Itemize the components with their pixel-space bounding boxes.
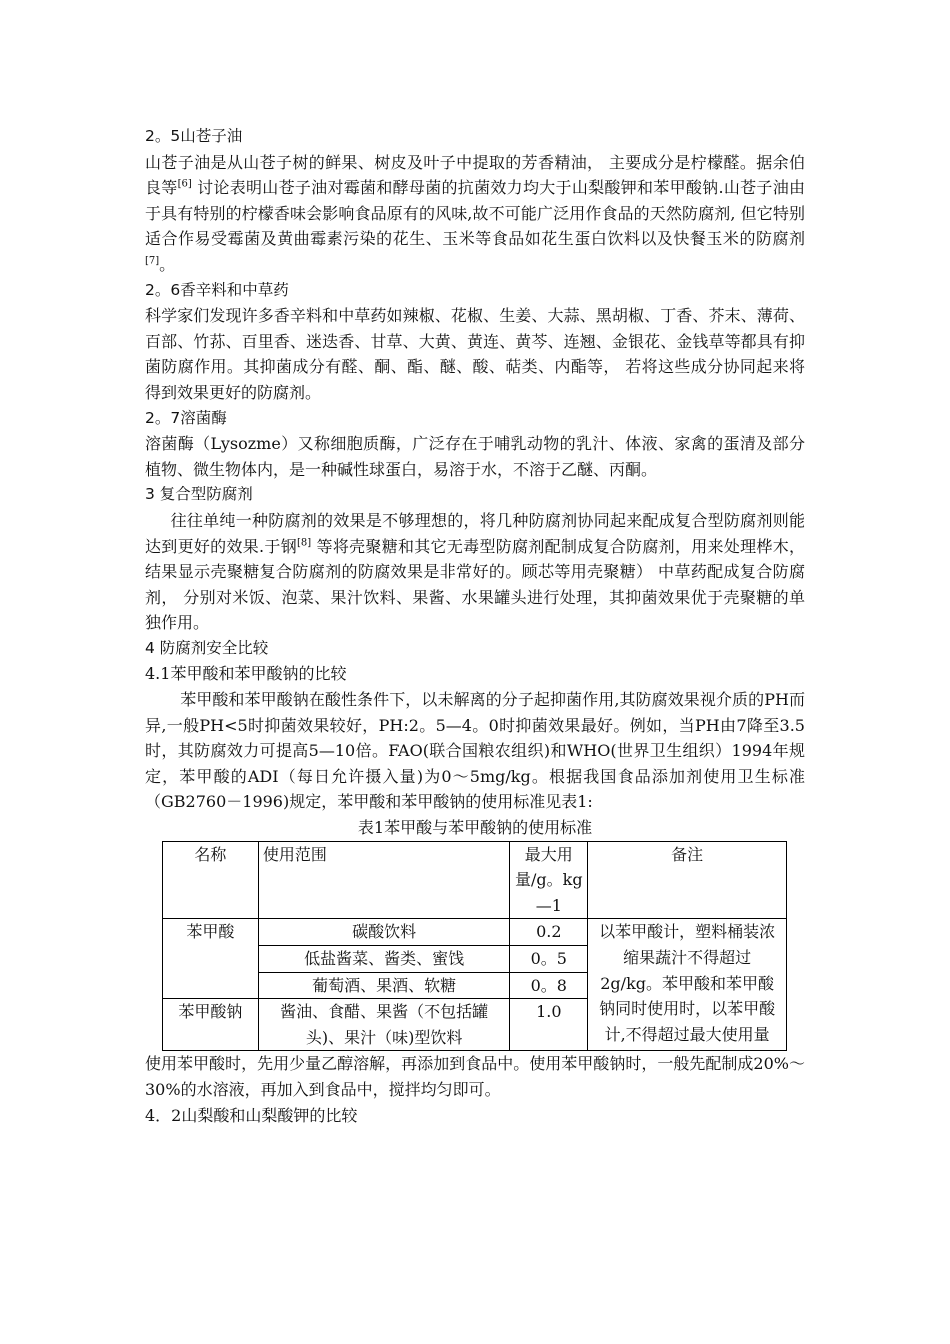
text-segment: 。: [159, 254, 176, 274]
table-row: [163, 919, 787, 946]
cell-max: 1.0: [510, 999, 588, 1051]
text-segment: 山苍子油是从山苍子树的鲜果、树皮及叶子中提取的芳香精油， 主要成分是柠檬醛。据余伯良等: [145, 152, 805, 198]
section-4-heading: 4 防腐剂安全比较: [145, 638, 269, 657]
table-caption: 表1苯甲酸与苯甲酸钠的使用标准: [357, 818, 593, 838]
cell-max: 0。8: [510, 972, 588, 999]
cell-max: 0。5: [510, 946, 588, 973]
section-3-paragraph: [145, 508, 805, 636]
cell-scope: 低盐酱菜、酱类、蜜饯: [258, 946, 510, 973]
section-2-5-heading: 2。5山苍子油: [145, 127, 243, 145]
section-4-2-heading: 4．2山梨酸和山梨酸钾的比较: [145, 1105, 358, 1125]
section-2-7-heading: 2。7溶菌酶: [145, 408, 227, 427]
text-segment: 往往单纯一种防腐剂的效果是不够理想的，将几种防腐剂协同起来配成复合型防腐剂则能达到更好的效果.于钢: [145, 510, 805, 556]
section-2-6-paragraph: 科学家们发现许多香辛料和中草药如辣椒、花椒、生姜、大蒜、黑胡椒、丁香、芥末、薄荷、百部、竹荪、百里香、迷迭香、甘草、大黄、黄连、黄芩、连翘、金银花、金钱草等都具有抑菌防腐作用。其抑菌成分有醛、酮、酯、醚、酸、萜类、内酯等， 若将这些成分协同起来将得到效果更好的防腐剂。: [145, 306, 805, 402]
header-max-dose: 最大用量/g。kg—1: [510, 841, 588, 919]
section-2-6-heading: 2。6香辛料和中草药: [145, 280, 289, 299]
citation-8: [8]: [297, 537, 312, 549]
header-remark: 备注: [588, 841, 787, 919]
section-3-heading: 3 复合型防腐剂: [145, 485, 253, 504]
section-4-1-paragraph-2: 使用苯甲酸时，先用少量乙醇溶解，再添加到食品中。使用苯甲酸钠时，一般先配制成20%～30%的水溶液，再加入到食品中，搅拌均匀即可。: [145, 1054, 805, 1099]
section-4-1-paragraph: 苯甲酸和苯甲酸钠在酸性条件下，以未解离的分子起抑菌作用,其防腐效果视介质的PH而异,一般PH<5时抑菌效果较好，PH:2。5—4。0时抑菌效果最好。例如，当PH由7降至3.5时，其防腐效力可提高5—10倍。FAO(联合国粮农组织)和WHO(世界卫生组织）1994年规定，苯甲酸的ADI（每日允许摄入量)为0～5mg/kg。根据我国食品添加剂使用卫生标准（GB2760－1996)规定，苯甲酸和苯甲酸钠的使用标准见表1:: [145, 690, 805, 812]
text-segment: 讨论表明山苍子油对霉菌和酵母菌的抗菌效力均大于山梨酸钾和苯甲酸钠.山苍子油由于具有特别的柠檬香味会影响食品原有的风味,故不可能广泛用作食品的天然防腐剂, 但它特别适合作易受霉菌及黄曲霉素污染的花生、玉米等食品如花生蛋白饮料以及快餐玉米的防腐剂: [145, 178, 805, 249]
cell-scope: 碳酸饮料: [258, 919, 510, 946]
citation-7: [7]: [145, 255, 160, 267]
section-2-5-paragraph: [145, 150, 805, 278]
cell-name-sodium-benzoate: 苯甲酸钠: [163, 999, 259, 1051]
header-name: 名称: [163, 841, 259, 919]
cell-name-benzoic-acid: 苯甲酸: [163, 919, 259, 999]
table-header-row: [163, 841, 787, 919]
cell-scope: 葡萄酒、果酒、软糖: [258, 972, 510, 999]
cell-remark: 以苯甲酸计，塑料桶装浓缩果蔬汁不得超过2g/kg。苯甲酸和苯甲酸钠同时使用时，以苯甲酸计,不得超过最大使用量: [588, 919, 787, 1051]
cell-scope: 酱油、食醋、果酱（不包括罐头)、果汁（味)型饮料: [258, 999, 510, 1051]
header-scope: 使用范围: [258, 841, 510, 919]
cell-max: 0.2: [510, 919, 588, 946]
section-4-1-heading: 4.1苯甲酸和苯甲酸钠的比较: [145, 664, 347, 684]
section-2-7-paragraph: 溶菌酶（Lysozme）又称细胞质酶，广泛存在于哺乳动物的乳汁、体液、家禽的蛋清及部分植物、微生物体内，是一种碱性球蛋白，易溶于水，不溶于乙醚、丙酮。: [145, 434, 805, 479]
usage-standard-table: [162, 841, 787, 1052]
document-page: [145, 124, 805, 1128]
text-segment: 等将壳聚糖和其它无毒型防腐剂配制成复合防腐剂，用来处理桦木，结果显示壳聚糖复合防腐剂的防腐效果是非常好的。顾芯等用壳聚糖） 中草药配成复合防腐剂， 分别对米饭、泡菜、果汁饮料、果酱、水果罐头进行处理，其抑菌效果优于壳聚糖的单独作用。: [145, 536, 805, 633]
citation-6: [6]: [177, 178, 192, 190]
